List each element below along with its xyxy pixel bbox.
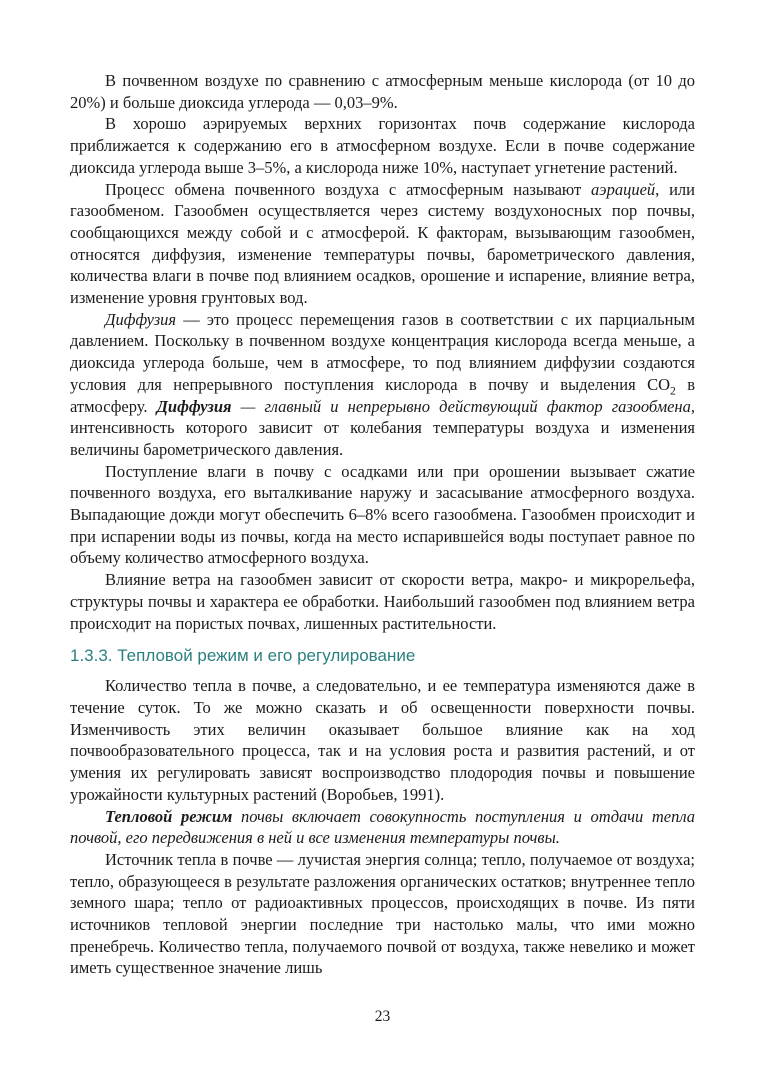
text-run: Поступление влаги в почву с осадками или при орошении вызывает сжатие почвенного воздуха, его выталкивание наружу и засасывание атмосферного воздуха. Выпадающие дожди могут обеспечить 6–8% всего газообмена. Газообмен происходит и при испарении воды из почвы, когда на место испарившейся воды поступает равное по объему количество атмосферного воздуха. [70,461,695,568]
subscript-text: 2 [670,385,676,398]
paragraph [70,461,695,570]
paragraph [70,569,695,634]
text-run: Влияние ветра на газообмен зависит от скорости ветра, макро- и микрорельефа, структуры почвы и характера ее обработки. Наибольший газообмен под влиянием ветра происходит на пористых почвах, лишенных растительности. [70,570,695,633]
paragraph [70,806,695,849]
text-run: 1.3.3. Тепловой режим и его регулирование [70,646,416,666]
paragraph [70,849,695,979]
paragraph [70,113,695,178]
text-run: — главный и непрерывно действующий фактор газообмена [231,396,691,416]
text-run: почвы включает совокупность поступления и отдачи тепла почвой, его передвижения в ней и все изменения температуры почвы. [70,806,695,848]
page-number: 23 [374,1008,391,1025]
text-run: Диффузия [156,396,232,416]
paragraph [70,309,695,461]
text-run: В хорошо аэрируемых верхних горизонтах почв содержание кислорода приближается к содержанию его в атмосферном воздухе. Если в почве содержание диоксида углерода выше 3–5%, а кислорода ниже 10%, наступает угнетение растений. [70,114,695,177]
text-run: Тепловой режим [105,806,233,826]
text-run: Процесс обмена почвенного воздуха с атмосферным называют [105,179,592,199]
text-run: Источник тепла в почве — лучистая энергия солнца; тепло, получаемое от воздуха; тепло, образующееся в результате разложения органических остатков; внутреннее тепло земного шара; тепло от радиоактивных процессов, происходящих в почве. Из пяти источников тепловой энергии последние три настолько малы, что ими можно пренебречь. Количество тепла, получаемого почвой от воздуха, также невелико и может иметь существенное значение лишь [70,849,695,978]
text-run: , или газообменом. Газообмен осуществляется через систему воздухоносных пор почвы, сообщающихся между собой и с атмосферой. К факторам, вызывающим газообмен, относятся диффузия, изменение температуры почвы, барометрического давления, количества влаги в почве под влиянием осадков, орошение и испарение, влияние ветра, изменение уровня грунтовых вод. [70,179,695,308]
text-run: — это процесс перемещения газов в соответствии с их парциальным давлением. Поскольку в почвенном воздухе концентрация кислорода всегда меньше, а диоксида углерода больше, чем в атмосфере, то под влиянием диффузии создаются условия для непрерывного поступления кислорода в почву и выделения CO [70,309,695,394]
text-run: в атмосферу. [70,374,695,416]
document-body [70,70,695,979]
paragraph [70,179,695,309]
text-run: , интенсивность которого зависит от колебания температуры воздуха и изменения величины барометрического давления. [70,396,695,459]
text-run: Диффузия [105,309,177,329]
paragraph [70,70,695,113]
paragraph [70,675,695,805]
text-run: Количество тепла в почве, а следовательно, и ее температура изменяются даже в течение суток. То же можно сказать и об освещенности поверхности почвы. Изменчивость этих величин оказывает большое влияние как на ход почвообразовательного процесса, так и на условия роста и развития растений, и от умения их регулировать зависят воспроизводство плодородия почвы и повышение урожайности культурных растений (Воробьев, 1991). [70,676,695,804]
text-run: аэрацией [591,179,656,199]
text-run: В почвенном воздухе по сравнению с атмосферным меньше кислорода (от 10 до 20%) и больше диоксида углерода — 0,03–9%. [70,71,695,112]
section-heading [70,645,695,667]
